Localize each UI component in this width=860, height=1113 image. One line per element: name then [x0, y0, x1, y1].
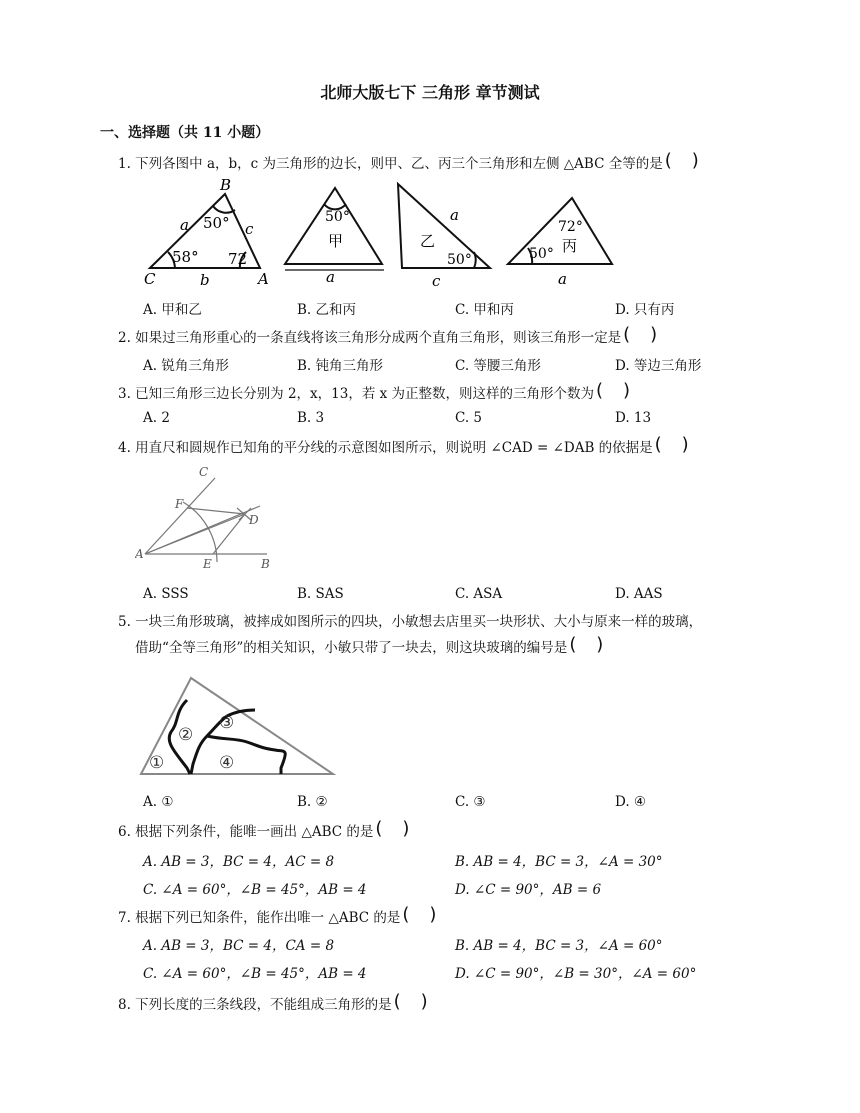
option-c[interactable]: C. 等腰三角形	[455, 358, 541, 374]
question-7	[118, 906, 436, 930]
label-a: A	[135, 547, 144, 561]
question-4-stem: 4. 用直尺和圆规作已知角的平分线的示意图如图所示，则说明 ∠CAD = ∠DAB 的依据是	[118, 440, 653, 456]
yi-side-c: c	[432, 272, 441, 290]
piece-2: ②	[178, 725, 194, 745]
label-e: E	[203, 557, 212, 571]
option-c[interactable]: C. 5	[455, 410, 483, 426]
option-c[interactable]: C. ASA	[455, 586, 503, 602]
piece-3: ③	[219, 713, 235, 733]
option-b[interactable]: B. 乙和丙	[297, 302, 357, 318]
label-f: F	[175, 497, 184, 511]
option-b[interactable]: B. AB = 4，BC = 3，∠A = 60°	[455, 938, 663, 954]
label-b: B	[261, 557, 270, 571]
option-a[interactable]: A. AB = 3，BC = 4，CA = 8	[143, 938, 335, 954]
vertex-b: B	[220, 176, 232, 194]
bing-angle-50: 50°	[529, 246, 554, 262]
jia-angle: 50°	[325, 209, 350, 225]
vertex-a: A	[258, 270, 269, 288]
label-d: D	[249, 513, 259, 527]
question-5-cont	[135, 636, 603, 660]
question-4-figure	[135, 462, 285, 574]
question-3-stem: 3. 已知三角形三边长分别为 2，x，13，若 x 为正整数，则这样的三角形个数为	[118, 386, 595, 402]
question-8-stem: 8. 下列长度的三条线段，不能组成三角形的是	[118, 997, 392, 1013]
option-d[interactable]: D. 13	[615, 410, 652, 426]
option-a[interactable]: A. 甲和乙	[143, 302, 202, 318]
option-a[interactable]: A. 2	[143, 410, 170, 426]
option-a[interactable]: A. SSS	[143, 586, 189, 602]
yi-side-a: a	[450, 206, 459, 224]
question-4	[118, 436, 689, 460]
bing-label: 丙	[562, 237, 578, 255]
option-d[interactable]: D. ④	[615, 794, 647, 810]
option-a[interactable]: A. AB = 3，BC = 4，AC = 8	[143, 854, 335, 870]
option-c[interactable]: C. ∠A = 60°，∠B = 45°，AB = 4	[143, 882, 367, 898]
option-c[interactable]: C. 甲和丙	[455, 302, 514, 318]
answer-blank[interactable]	[623, 327, 657, 345]
option-d[interactable]: D. AAS	[615, 586, 663, 602]
label-c: C	[199, 465, 209, 479]
option-d[interactable]: D. ∠C = 90°，∠B = 30°，∠A = 60°	[455, 966, 697, 982]
option-b[interactable]: B. ②	[297, 794, 328, 810]
question-5-line-2: 借助“全等三角形”的相关知识，小敏只带了一块去，则这块玻璃的编号是	[135, 640, 568, 656]
jia-label: 甲	[328, 232, 344, 250]
angle-72: 72	[228, 250, 248, 268]
question-2-stem: 2. 如果过三角形重心的一条直线将该三角形分成两个直角三角形，则该三角形一定是	[118, 330, 622, 346]
option-b[interactable]: B. SAS	[297, 586, 344, 602]
answer-blank[interactable]	[655, 437, 689, 455]
question-6-stem: 6. 根据下列条件，能唯一画出 △ABC 的是	[118, 824, 374, 840]
question-5-line-1: 5. 一块三角形玻璃，被摔成如图所示的四块，小敏想去店里买一块形状、大小与原来一样的玻璃，	[118, 614, 703, 630]
question-5-figure	[135, 672, 340, 782]
option-b[interactable]: B. 钝角三角形	[297, 358, 384, 374]
answer-blank[interactable]	[402, 907, 436, 925]
section-heading: 一、选择题（共 11 小题）	[100, 125, 270, 141]
piece-4: ④	[219, 753, 235, 773]
bing-angle-72: 72°	[558, 219, 583, 235]
option-d[interactable]: D. 等边三角形	[615, 358, 702, 374]
triangle-yi	[398, 184, 490, 268]
answer-blank[interactable]	[375, 821, 409, 839]
option-a[interactable]: A. 锐角三角形	[143, 358, 229, 374]
answer-blank[interactable]	[665, 153, 699, 171]
answer-blank[interactable]	[394, 994, 428, 1012]
question-2	[118, 326, 657, 350]
answer-blank[interactable]	[596, 383, 630, 401]
question-7-stem: 7. 根据下列已知条件，能作出唯一 △ABC 的是	[118, 910, 401, 926]
question-8	[118, 993, 428, 1017]
yi-angle: 50°	[447, 252, 472, 268]
question-1-figure	[140, 176, 630, 291]
triangle-jia	[285, 188, 382, 264]
vertex-c: C	[144, 270, 156, 288]
angle-58: 58°	[172, 248, 199, 266]
option-c[interactable]: C. ∠A = 60°，∠B = 45°，AB = 4	[143, 966, 367, 982]
bing-side-a: a	[558, 270, 567, 288]
page-title: 北师大版七下 三角形 章节测试	[320, 83, 540, 102]
option-c[interactable]: C. ③	[455, 794, 486, 810]
option-b[interactable]: B. AB = 4，BC = 3，∠A = 30°	[455, 854, 663, 870]
question-1-stem: 1. 下列各图中 a，b，c 为三角形的边长，则甲、乙、丙三个三角形和左侧 △ABC 全等的是	[118, 156, 663, 172]
yi-label: 乙	[420, 232, 436, 250]
option-d[interactable]: D. 只有丙	[615, 302, 675, 318]
option-a[interactable]: A. ①	[143, 794, 174, 810]
side-a: a	[180, 216, 189, 234]
piece-1: ①	[149, 753, 165, 773]
option-d[interactable]: D. ∠C = 90°，AB = 6	[455, 882, 602, 898]
question-6	[118, 820, 409, 844]
question-5	[118, 610, 702, 634]
question-1	[118, 152, 699, 176]
jia-side-a: a	[326, 268, 335, 286]
answer-blank[interactable]	[569, 637, 603, 655]
angle-50: 50°	[203, 214, 230, 232]
option-b[interactable]: B. 3	[297, 410, 325, 426]
question-3	[118, 382, 630, 406]
side-b: b	[200, 271, 210, 289]
side-c: c	[245, 220, 254, 238]
